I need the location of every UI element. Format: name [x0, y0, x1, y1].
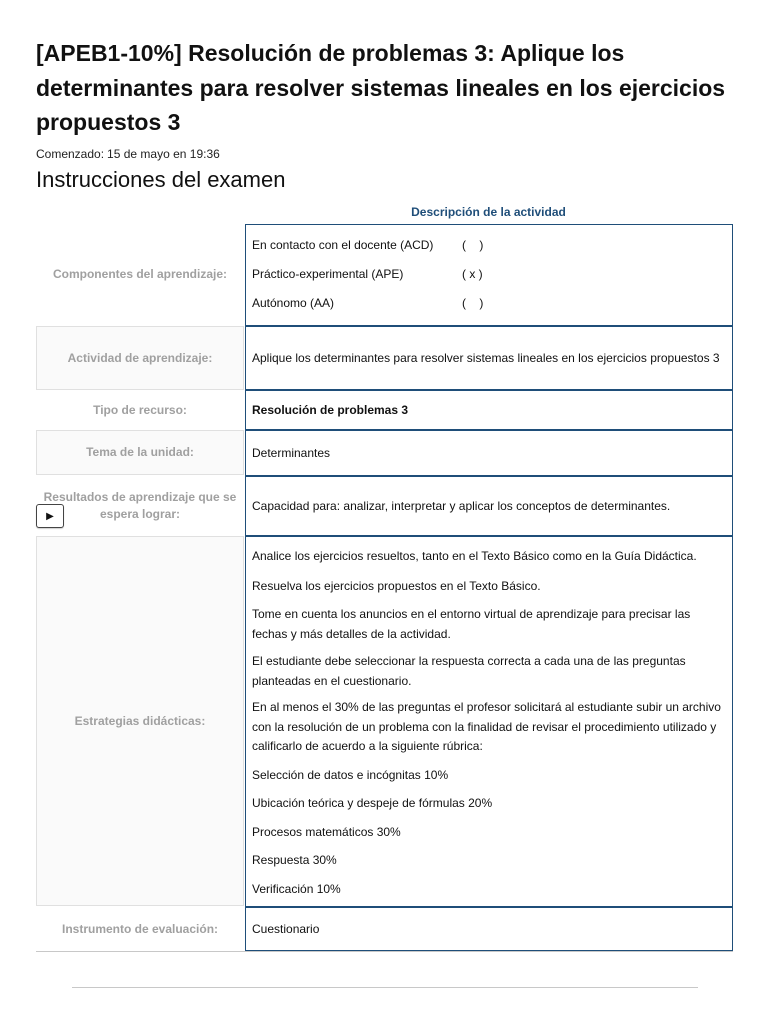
table-header: Descripción de la actividad [411, 205, 566, 219]
strategy-item: El estudiante debe seleccionar la respuesta correcta a cada una de las preguntas planteadas en el cuestionario. [252, 654, 686, 688]
strategy-item: Tome en cuenta los anuncios en el entorno virtual de aprendizaje para precisar las fechas y más detalles de la actividad. [252, 607, 691, 641]
activity-cell [245, 326, 733, 390]
instrument-label: Instrumento de evaluación: [61, 921, 219, 936]
strategy-item: Respuesta 30% [252, 853, 337, 867]
outcomes-cell [245, 476, 733, 536]
components-label: Componentes del aprendizaje: [52, 267, 228, 281]
component-acd: En contacto con el docente (ACD) [252, 238, 434, 252]
component-ape-mark: ( x ) [462, 267, 483, 281]
started-label: Comenzado: [36, 147, 105, 161]
instructions-heading: Instrucciones del examen [36, 167, 286, 192]
play-button[interactable] [36, 504, 64, 528]
outcomes-label: Resultados de aprendizaje que se espera lograr: [43, 490, 237, 521]
resource-type-cell [245, 390, 733, 430]
outcomes-value: Capacidad para: analizar, interpretar y aplicar los conceptos de determinantes. [252, 498, 671, 513]
page-title: [APEB1-10%] Resolución de problemas 3: Aplique los determinantes para resolver sistemas lineales en los ejercicios propuestos 3 [36, 40, 726, 135]
unit-topic-label: Tema de la unidad: [36, 430, 244, 475]
component-aa-mark: ( ) [462, 296, 484, 310]
strategies-cell [245, 536, 733, 907]
strategy-item: Selección de datos e incógnitas 10% [252, 767, 449, 782]
resource-type-label: Tipo de recurso: [93, 402, 187, 417]
unit-topic-cell [245, 430, 733, 476]
instrument-cell [245, 907, 733, 951]
activity-value: Aplique los determinantes para resolver sistemas lineales en los ejercicios propuestos 3 [252, 350, 720, 365]
strategy-item: Ubicación teórica y despeje de fórmulas 20% [252, 796, 493, 810]
started-info [36, 147, 220, 161]
play-icon: ▶ [46, 510, 54, 522]
unit-topic-value: Determinantes [252, 445, 331, 460]
activity-label: Actividad de aprendizaje: [36, 326, 244, 390]
instrument-value: Cuestionario [252, 921, 320, 936]
table-bottom-divider [36, 951, 733, 952]
strategy-item: Resuelva los ejercicios propuestos en el Texto Básico. [252, 578, 541, 593]
strategy-item: En al menos el 30% de las preguntas el profesor solicitará al estudiante subir un archivo con la resolución de un problema con la finalidad de revisar el procedimiento utilizado y calificarlo de acuerdo a la siguiente rúbrica: [252, 700, 721, 753]
component-aa: Autónomo (AA) [252, 296, 335, 310]
component-ape: Práctico-experimental (APE) [252, 267, 404, 281]
strategy-item: Procesos matemáticos 30% [252, 824, 401, 839]
strategy-item: Analice los ejercicios resueltos, tanto en el Texto Básico como en la Guía Didáctica. [252, 549, 697, 563]
footer-divider [72, 987, 698, 988]
components-cell [245, 224, 733, 326]
component-acd-mark: ( ) [462, 238, 484, 252]
strategy-item: Verificación 10% [252, 881, 341, 896]
resource-type-value: Resolución de problemas 3 [252, 402, 409, 417]
strategies-label: Estrategias didácticas: [36, 536, 244, 906]
started-value: 15 de mayo en 19:36 [107, 147, 220, 161]
